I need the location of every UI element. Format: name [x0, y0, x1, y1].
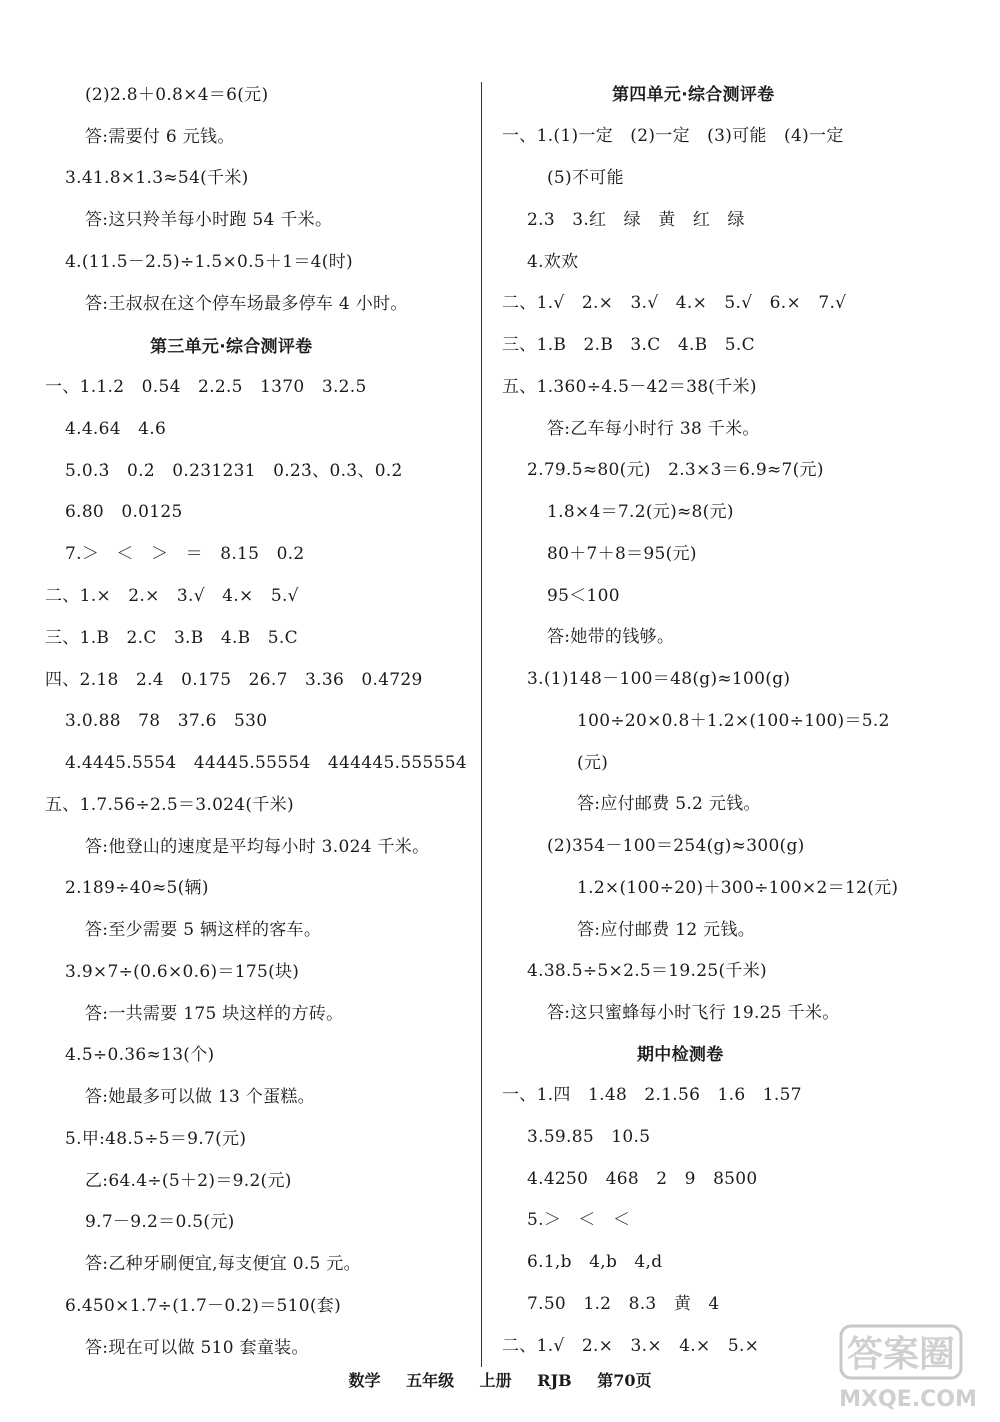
answer-line: 五、1.7.56÷2.5＝3.024(千米)	[45, 795, 294, 815]
answer-line: 答:应付邮费 12 元钱。	[577, 920, 756, 940]
answer-line: (5)不可能	[547, 168, 624, 188]
footer-subject: 数学	[348, 1371, 381, 1390]
answer-line: 3.(1)148－100＝48(g)≈100(g)	[527, 669, 791, 689]
answer-line: 答:应付邮费 5.2 元钱。	[577, 794, 761, 814]
answer-line: 答:她带的钱够。	[547, 627, 675, 647]
answer-line: 4.5÷0.36≈13(个)	[65, 1045, 215, 1065]
answer-line: 5.0.3̇ 0.2̇ 0.231231 0.23̇、0.3̇、0.2̇	[65, 461, 403, 481]
answer-line: 乙:64.4÷(5＋2)＝9.2(元)	[85, 1171, 292, 1191]
answer-line: 一、1.四 1.48 2.1.5̇6̇ 1.6 1.57	[502, 1085, 802, 1105]
answer-line: 80＋7＋8＝95(元)	[547, 544, 697, 564]
answer-line: 4.4250 468 2 9 8500	[527, 1169, 758, 1189]
answer-line: 答:王叔叔在这个停车场最多停车 4 小时。	[85, 294, 408, 314]
answer-line: 答:现在可以做 510 套童装。	[85, 1338, 309, 1358]
answer-line: 5.甲:48.5÷5＝9.7(元)	[65, 1129, 247, 1149]
answer-line: 6.450×1.7÷(1.7－0.2)＝510(套)	[65, 1296, 342, 1316]
answer-line: 答:一共需要 175 块这样的方砖。	[85, 1004, 344, 1024]
answer-line: (2)354－100＝254(g)≈300(g)	[547, 836, 805, 856]
answer-line: 9.7－9.2＝0.5(元)	[85, 1212, 235, 1232]
watermark-url: MXQE.COM	[839, 1387, 977, 1412]
watermark-text: 答案圈	[846, 1334, 956, 1375]
answer-line: 7.50 1.2 8.3 黄 4	[527, 1294, 720, 1314]
answer-line: 三、1.B 2.C 3.B 4.B 5.C	[45, 628, 298, 648]
answer-line: 3.9×7÷(0.6×0.6)＝175(块)	[65, 962, 300, 982]
answer-line: 答:她最多可以做 13 个蛋糕。	[85, 1087, 315, 1107]
answer-line: 2.3 3.红 绿 黄 红 绿	[527, 210, 745, 230]
footer-volume: 上册	[479, 1371, 512, 1390]
answer-line: 7.＞ ＜ ＞ ＝ 8.15 0.2	[65, 544, 305, 564]
answer-line: 二、1.× 2.× 3.√ 4.× 5.√	[45, 586, 299, 606]
answer-line: 三、1.B 2.B 3.C 4.B 5.C	[502, 335, 755, 355]
answer-line: 6.80 0.0125	[65, 502, 183, 522]
answer-line: 答:乙种牙刷便宜,每支便宜 0.5 元。	[85, 1254, 361, 1274]
answer-line: 6.1,b 4,b 4,d	[527, 1252, 663, 1272]
answer-line: (2)2.8＋0.8×4＝6(元)	[85, 85, 269, 105]
answer-line: 1.2×(100÷20)＋300÷100×2＝12(元)	[577, 878, 899, 898]
answer-line: 4.(11.5－2.5)÷1.5×0.5＋1＝4(时)	[65, 252, 353, 272]
answer-line: 4.38.5÷5×2.5＝19.25(千米)	[527, 961, 767, 981]
watermark-logo	[833, 1318, 983, 1418]
answer-line: 100÷20×0.8＋1.2×(100÷100)＝5.2	[577, 711, 890, 731]
answer-line: 4.欢欢	[527, 252, 579, 272]
answer-line: 一、1.(1)一定 (2)一定 (3)可能 (4)一定	[502, 126, 844, 146]
answer-line: 3.59.85 10.5	[527, 1127, 651, 1147]
answer-line: (元)	[577, 753, 609, 773]
answer-line: 答:这只蜜蜂每小时飞行 19.25 千米。	[547, 1003, 840, 1023]
answer-line: 二、1.√ 2.× 3.× 4.× 5.×	[502, 1336, 760, 1356]
answer-line: 一、1.1.2 0.54 2.2.5 1370 3.2.5	[45, 377, 367, 397]
answer-line: 四、2.18 2.4 0.175 26.7 3.36 0.4̇72̇9	[45, 670, 423, 690]
answer-line: 1.8×4＝7.2(元)≈8(元)	[547, 502, 734, 522]
section-heading: 第三单元·综合测评卷	[150, 337, 313, 357]
answer-line: 2.189÷40≈5(辆)	[65, 878, 209, 898]
answer-line: 二、1.√ 2.× 3.√ 4.× 5.√ 6.× 7.√	[502, 293, 847, 313]
footer-edition: RJB	[537, 1371, 572, 1390]
footer-page-number: 第70页	[597, 1371, 652, 1390]
answer-line: 答:至少需要 5 辆这样的客车。	[85, 920, 322, 940]
answer-line: 4.4.64 4.6	[65, 419, 167, 439]
answer-line: 95＜100	[547, 586, 620, 606]
answer-line: 3.0.88 78 37.6 530	[65, 711, 268, 731]
answer-line: 五、1.360÷4.5－42＝38(千米)	[502, 377, 757, 397]
section-heading: 第四单元·综合测评卷	[612, 85, 775, 105]
answer-line: 5.＞ ＜ ＜	[527, 1210, 631, 1230]
answer-line: 答:他登山的速度是平均每小时 3.024 千米。	[85, 837, 430, 857]
answer-line: 2.79.5≈80(元) 2.3×3＝6.9≈7(元)	[527, 460, 824, 480]
answer-line: 答:乙车每小时行 38 千米。	[547, 419, 760, 439]
answer-line: 4.4445.5554 44445.55554 444445.555554	[65, 753, 468, 773]
column-divider	[481, 82, 482, 1367]
answer-line: 答:这只羚羊每小时跑 54 千米。	[85, 210, 333, 230]
answer-line: 3.41.8×1.3≈54(千米)	[65, 168, 249, 188]
section-heading: 期中检测卷	[637, 1045, 724, 1065]
answer-line: 答:需要付 6 元钱。	[85, 127, 235, 147]
footer-grade: 五年级	[406, 1371, 455, 1390]
